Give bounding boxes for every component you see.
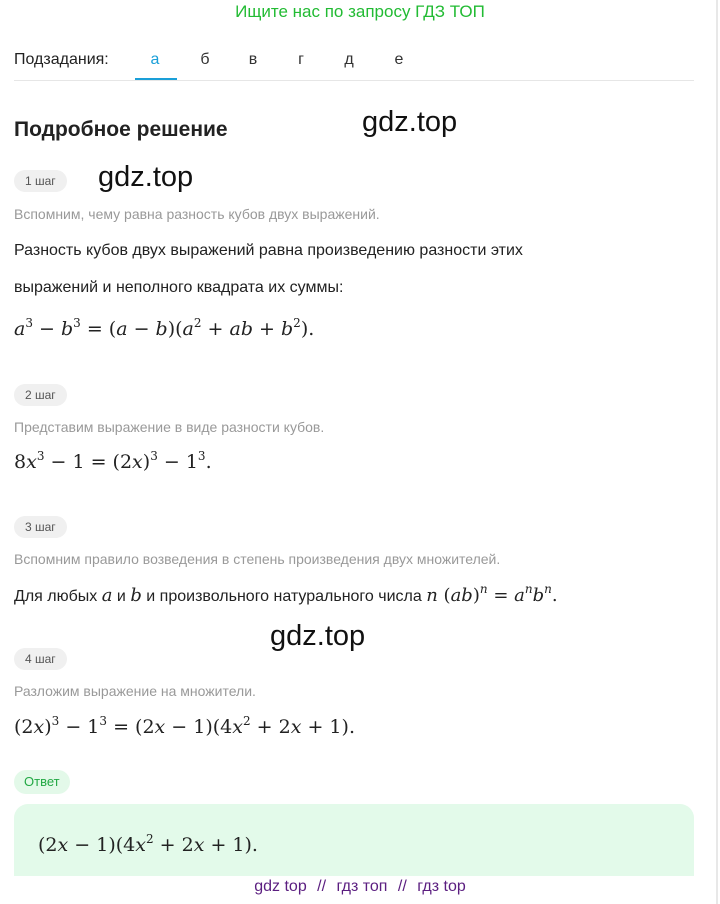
formula-factorization: $(2x)^3 - 1^3 = (2x - 1)(4x^2 + 2x + 1)$. bbox=[14, 714, 355, 738]
watermark: gdz.top bbox=[270, 620, 366, 652]
subtasks-bar bbox=[14, 48, 694, 81]
footer-separator: // bbox=[397, 878, 407, 895]
formula-power-of-product: n $(ab)^n = a^nb^n$. bbox=[426, 582, 558, 606]
step-text-part: Для любых bbox=[14, 588, 98, 605]
footer-link[interactable]: gdz top bbox=[254, 878, 307, 895]
step-text: выражений и неполного квадрата их суммы: bbox=[14, 279, 344, 296]
subtasks-label: Подзадания: bbox=[14, 51, 109, 68]
formula-cube-representation: $8x^3 - 1 = (2x)^3 - 1^3$. bbox=[14, 449, 212, 473]
answer-box bbox=[14, 804, 694, 876]
tab-a[interactable]: а bbox=[150, 51, 160, 68]
tab-v[interactable]: в bbox=[248, 51, 258, 68]
tab-g[interactable]: г bbox=[298, 51, 304, 68]
top-banner: Ищите нас по запросу ГДЗ ТОП bbox=[235, 2, 485, 21]
step-hint: Вспомним, чему равна разность кубов двух выражений. bbox=[14, 206, 380, 222]
footer-link[interactable]: гдз top bbox=[417, 878, 466, 895]
tab-d[interactable]: д bbox=[344, 51, 354, 68]
step-text-part: и bbox=[116, 588, 126, 605]
footer-separator: // bbox=[317, 878, 327, 895]
step-hint: Представим выражение в виде разности кубов. bbox=[14, 419, 325, 435]
step-hint: Разложим выражение на множители. bbox=[14, 683, 256, 699]
active-tab-underline bbox=[135, 78, 177, 80]
section-title: Подробное решение bbox=[14, 118, 228, 141]
formula-difference-of-cubes: $a^3 - b^3 = (a - b)(a^2$ + ab + $b^2$). bbox=[14, 316, 315, 340]
step-badge: 3 шаг bbox=[14, 516, 67, 538]
footer-links bbox=[0, 878, 720, 896]
step-badge: 4 шаг bbox=[14, 648, 67, 670]
answer-formula: $(2x - 1)(4x^2 + 2x + 1)$. bbox=[38, 832, 258, 856]
step-badge: 1 шаг bbox=[14, 170, 67, 192]
footer-link[interactable]: гдз топ bbox=[336, 878, 388, 895]
right-edge-rule bbox=[716, 0, 718, 904]
tab-b[interactable]: б bbox=[200, 51, 210, 68]
step-hint: Вспомним правило возведения в степень произведения двух множителей. bbox=[14, 551, 501, 567]
step-text-part: и произвольного натурального числа bbox=[146, 588, 422, 605]
tab-e[interactable]: е bbox=[394, 51, 404, 68]
step-text: Разность кубов двух выражений равна произведению разности этих bbox=[14, 242, 523, 259]
watermark: gdz.top bbox=[362, 106, 458, 138]
step-badge: 2 шаг bbox=[14, 384, 67, 406]
step-text: Для любых a и b и произвольного натурального числа n $(ab)^n = a^nb^n$. bbox=[14, 582, 558, 606]
watermark: gdz.top bbox=[98, 161, 194, 193]
answer-badge: Ответ bbox=[14, 770, 70, 794]
